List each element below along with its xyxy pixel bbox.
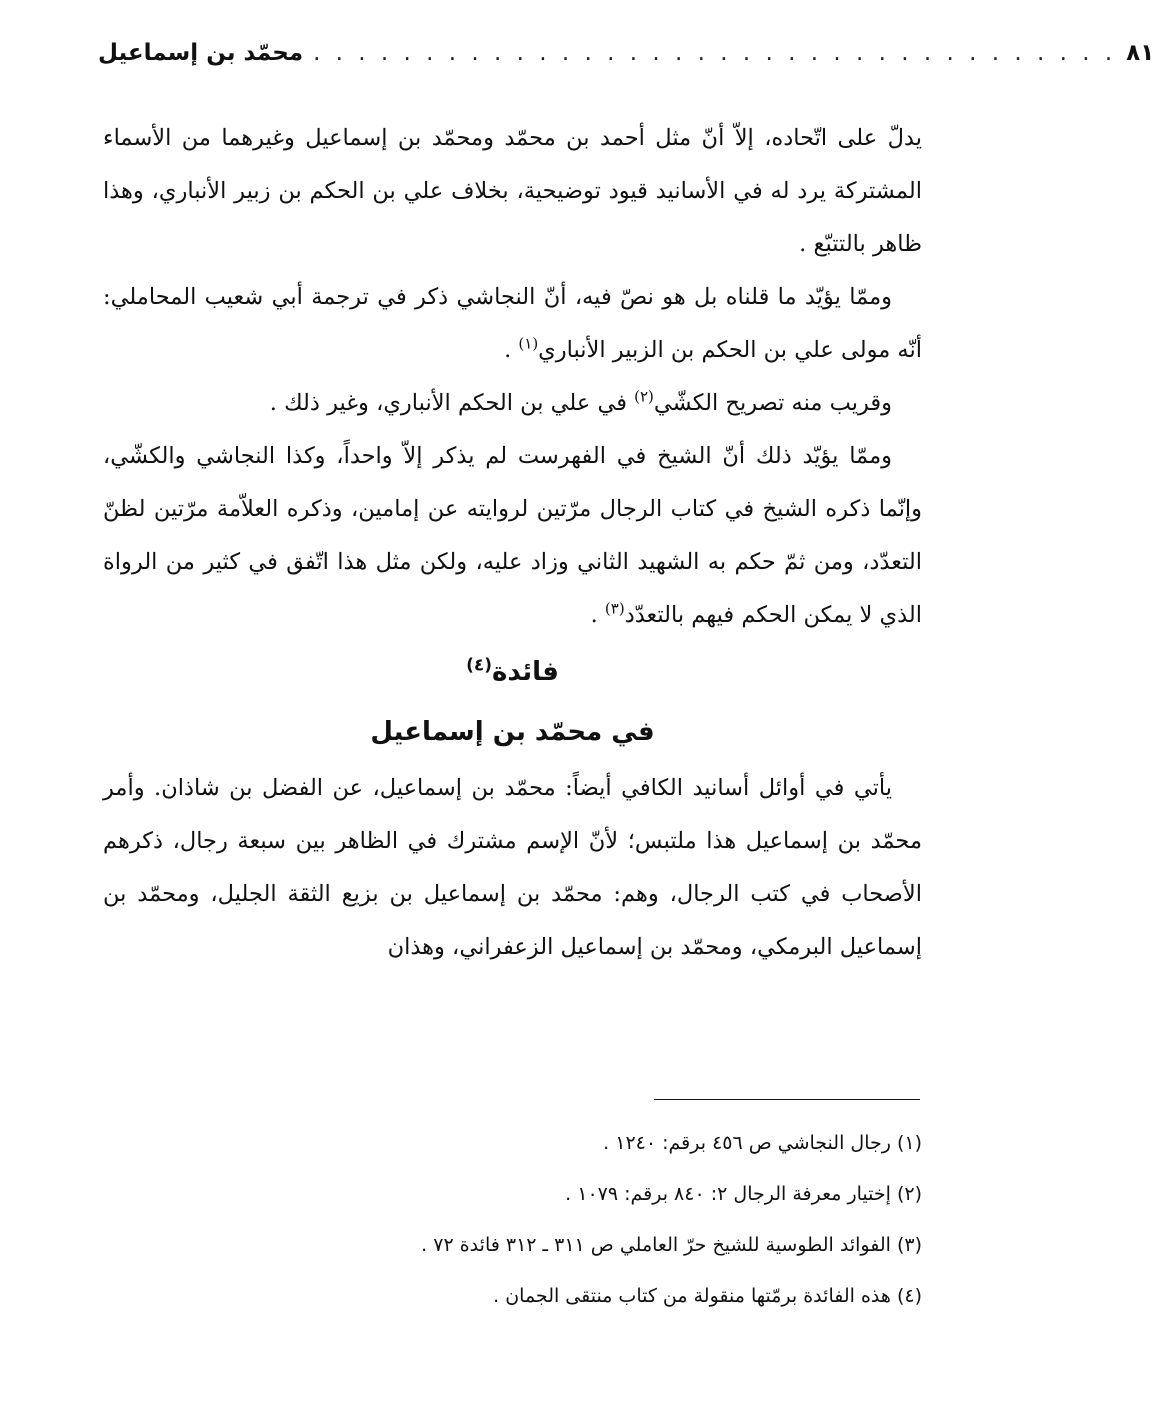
paragraph-text: يأتي في أوائل أسانيد الكافي أيضاً: محمّد بن إسماعيل، عن الفضل بن شاذان. وأمر محمّد بن إسماعيل هذا ملتبس؛ لأنّ الإسم مشترك في الظاهر بين سبعة رجال، ذكرهم الأصحاب في كتب الرجال، وهم: محمّد بن إسماعيل بن بزيع الثقة الجليل، ومحمّد بن إسماعيل البرمكي، ومحمّد بن إسماعيل الزعفراني، وهذان [103,775,922,960]
footnote-item: (٣) الفوائد الطوسية للشيخ حرّ العاملي ص ٣١١ ـ ٣١٢ فائدة ٧٢ . [421,1234,922,1256]
paragraph-text: وممّا يؤيّد ذلك أنّ الشيخ في الفهرست لم يذكر إلاّ واحداً، وكذا النجاشي والكشّي، وإنّما ذكره الشيخ في كتاب الرجال مرّتين لروايته عن إمامين، وذكره العلاّمة مرّتين لظنّ التعدّد، ومن ثمّ حكم به الشهيد الثاني وزاد عليه، ولكن مثل هذا اتّفق في كثير من الرواة الذي لا يمكن الحكم فيهم بالتعدّد [103,443,922,628]
footnote-ref: (٣) [604,599,625,618]
paragraph-text: وممّا يؤيّد ما قلناه بل هو نصّ فيه، أنّ النجاشي ذكر في ترجمة أبي شعيب المحاملي: أنّه مولى علي بن الحكم بن الزبير الأنباري [103,284,922,363]
footnote-item: (٢) إختيار معرفة الرجال ٢: ٨٤٠ برقم: ١٠٧٩ . [565,1183,922,1205]
paragraph-text: وقريب منه تصريح الكشّي [653,390,892,416]
section-paragraphs [103,762,922,974]
section-label-text: فائدة [492,657,559,687]
paragraph-text: . [504,337,519,363]
footnote-ref: (١) [518,334,539,353]
paragraph [103,430,922,642]
footnote-item: (٤) هذه الفائدة برمّتها منقولة من كتاب منتقى الجمان . [493,1285,922,1307]
running-header-title: محمّد بن إسماعيل [98,40,304,66]
footnote-ref: (٤) [466,655,493,676]
footnote-item: (١) رجال النجاشي ص ٤٥٦ برقم: ١٢٤٠ . [603,1132,922,1154]
footnotes [103,1118,922,1322]
footnote-ref: (٢) [634,387,654,406]
running-header [98,40,1154,84]
paragraph-text: في علي بن الحكم الأنباري، وغير ذلك . [269,390,635,416]
section-title: في محمّد بن إسماعيل [370,717,655,747]
paragraph-text: . [590,602,605,628]
paragraph [103,377,922,430]
section-label [103,642,922,702]
leader-dots: . . . . . . . . . . . . . . . . . . . . . . . . . . . . . . . . . . . . [313,40,1117,66]
paragraph [103,112,922,271]
page-number: ٨١ [1126,40,1154,66]
footnote-separator [654,1099,920,1100]
body-text [103,112,922,974]
body-paragraphs [103,112,922,642]
paragraph-text: يدلّ على اتّحاده، إلاّ أنّ مثل أحمد بن محمّد ومحمّد بن إسماعيل وغيرهما من الأسماء المشتركة يرد له في الأسانيد قيود توضيحية، بخلاف علي بن الحكم بن زبير الأنباري، وهذا ظاهر بالتتبّع . [103,125,922,257]
paragraph [103,271,922,377]
paragraph [103,762,922,974]
